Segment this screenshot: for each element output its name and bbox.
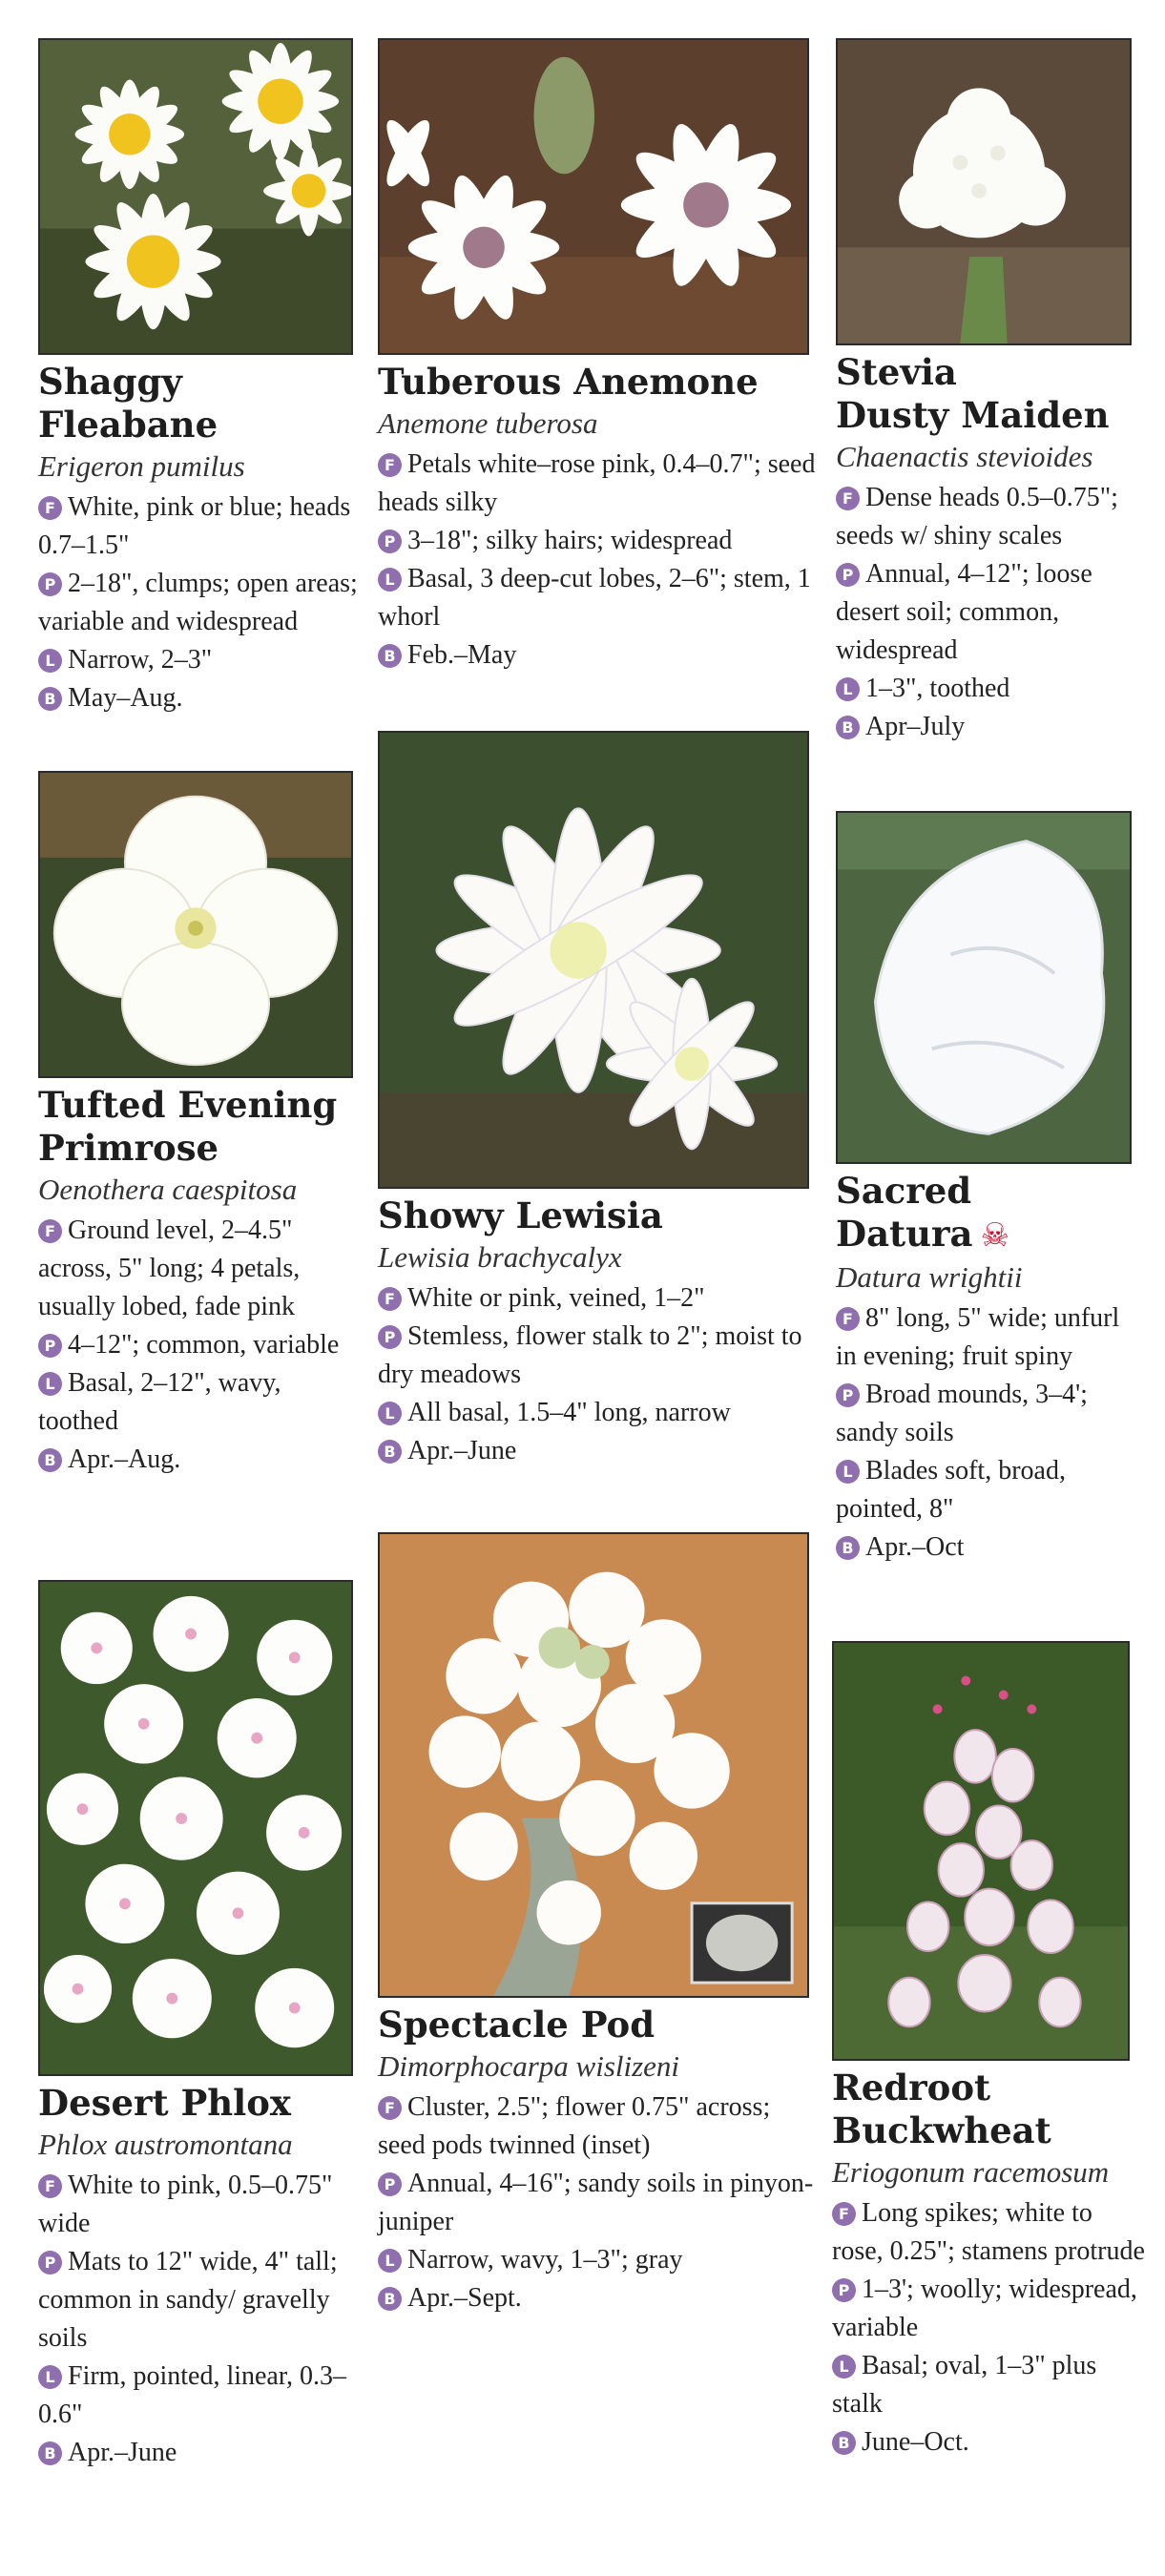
species-name: Desert Phlox [38,2082,291,2124]
flower-badge-icon: F [378,2096,402,2120]
plant-fact: P 4–12"; common, variable [38,1326,363,1364]
leaf-badge-icon: L [378,568,402,592]
leaf-fact: L Blades soft, broad, pointed, 8" [836,1456,1066,1524]
plant-fact: P 2–18", clumps; open areas; variable and widespread [38,569,358,636]
bloom-badge-icon: B [836,716,860,739]
species-card-tuberous-anemone [378,38,817,675]
sacred-datura-photo [836,811,1132,1164]
flower-badge-icon: F [836,1307,860,1331]
bloom-fact: B Apr.–Oct [836,1528,1146,1567]
bloom-badge-icon: B [378,644,402,668]
leaf-badge-icon: L [38,649,62,673]
flower-badge-icon: F [38,496,62,520]
bloom-badge-icon: B [836,1536,860,1560]
leaf-badge-icon: L [38,2365,62,2389]
scientific-name: Lewisia brachycalyx [378,1240,622,1274]
plant-badge-icon: P [378,2172,402,2196]
bloom-fact: B Apr.–Sept. [378,2279,817,2317]
flower-badge-icon: F [836,487,860,510]
flower-fact: F White to pink, 0.5–0.75" wide [38,2171,333,2238]
species-name: Sacred Datura ☠ [836,1170,1010,1255]
leaf-fact: L All basal, 1.5–4" long, narrow [378,1394,817,1432]
leaf-badge-icon: L [378,2249,402,2273]
bloom-fact: B Feb.–May [378,636,817,675]
scientific-name: Oenothera caespitosa [38,1173,298,1206]
flower-badge-icon: F [378,1287,402,1311]
scientific-name: Datura wrightii [836,1260,1023,1294]
plant-fact: P Mats to 12" wide, 4" tall; common in sandy/ gravelly soils [38,2247,338,2353]
redroot-buckwheat-photo [832,1641,1130,2061]
leaf-fact: L Basal, 2–12", wavy, toothed [38,1368,281,1436]
leaf-fact: L 1–3", toothed [836,670,1146,708]
tuberous-anemone-photo [378,38,809,355]
flower-fact: F Cluster, 2.5"; flower 0.75" across; seed pods twinned (inset) [378,2092,771,2160]
bloom-badge-icon: B [38,1448,62,1472]
species-card-desert-phlox [38,1580,367,2472]
bloom-badge-icon: B [832,2431,856,2455]
leaf-fact: L Narrow, wavy, 1–3"; gray [378,2241,817,2279]
scientific-name: Chaenactis stevioides [836,440,1093,473]
plant-badge-icon: P [38,2251,62,2275]
species-card-shaggy-fleabane [38,38,363,717]
plant-fact: P Broad mounds, 3–4'; sandy soils [836,1380,1088,1447]
species-name: Showy Lewisia [378,1195,663,1236]
flower-fact: F White or pink, veined, 1–2" [378,1279,817,1318]
bloom-fact: B Apr–July [836,708,1146,746]
leaf-fact: L Basal; oval, 1–3" plus stalk [832,2351,1097,2419]
tufted-evening-primrose-photo [38,771,353,1078]
species-name: Tuberous Anemone [378,361,759,403]
desert-phlox-photo [38,1580,353,2076]
species-name: Spectacle Pod [378,2004,655,2046]
bloom-fact: B May–Aug. [38,679,363,717]
flower-fact: F Ground level, 2–4.5" across, 5" long; 4 petals, usually lobed, fade pink [38,1215,301,1321]
flower-badge-icon: F [832,2202,856,2226]
species-name: Stevia Dusty Maiden [836,351,1110,436]
flower-fact: F White, pink or blue; heads 0.7–1.5" [38,492,351,560]
flower-fact: F 8" long, 5" wide; unfurl in evening; fruit spiny [836,1303,1120,1371]
plant-fact: P Annual, 4–16"; sandy soils in pinyon-juniper [378,2169,814,2236]
leaf-fact: L Narrow, 2–3" [38,641,363,679]
bloom-fact: B Apr.–June [38,2434,367,2472]
bloom-fact: B June–Oct. [832,2423,1146,2462]
species-card-sacred-datura [836,811,1146,1567]
species-name: Tufted Evening Primrose [38,1084,338,1169]
scientific-name: Phlox austromontana [38,2128,293,2161]
flower-fact: F Petals white–rose pink, 0.4–0.7"; seed heads silky [378,449,816,517]
flower-badge-icon: F [378,453,402,477]
species-name: Redroot Buckwheat [832,2067,1051,2151]
species-card-redroot-buckwheat [832,1641,1146,2462]
leaf-badge-icon: L [378,1402,402,1425]
plant-badge-icon: P [836,1383,860,1407]
stevia-dusty-maiden-photo [836,38,1132,345]
plant-badge-icon: P [832,2278,856,2302]
plant-fact: P 3–18"; silky hairs; widespread [378,522,817,560]
flower-fact: F Dense heads 0.5–0.75"; seeds w/ shiny scales [836,483,1118,551]
skull-crossbones-icon: ☠ [980,1216,1010,1255]
plant-badge-icon: P [836,563,860,587]
leaf-fact: L Basal, 3 deep-cut lobes, 2–6"; stem, 1 whorl [378,564,811,632]
plant-fact: P Stemless, flower stalk to 2"; moist to dry meadows [378,1321,802,1389]
scientific-name: Erigeron pumilus [38,449,245,483]
leaf-badge-icon: L [832,2355,856,2379]
scientific-name: Dimorphocarpa wislizeni [378,2049,680,2083]
flower-badge-icon: F [38,1219,62,1243]
flower-fact: F Long spikes; white to rose, 0.25"; stamens protrude [832,2198,1145,2266]
bloom-fact: B Apr.–June [378,1432,817,1470]
plant-badge-icon: P [38,1334,62,1358]
species-card-showy-lewisia [378,731,817,1470]
leaf-badge-icon: L [836,1460,860,1484]
bloom-badge-icon: B [378,2287,402,2311]
plant-badge-icon: P [38,572,62,596]
leaf-badge-icon: L [38,1372,62,1396]
plant-badge-icon: P [378,530,402,553]
scientific-name: Anemone tuberosa [378,406,598,440]
spectacle-pod-photo [378,1532,809,1998]
leaf-fact: L Firm, pointed, linear, 0.3–0.6" [38,2361,347,2429]
scientific-name: Eriogonum racemosum [832,2155,1110,2189]
species-card-spectacle-pod [378,1532,817,2317]
species-name: Shaggy Fleabane [38,361,218,446]
bloom-badge-icon: B [378,1440,402,1464]
shaggy-fleabane-photo [38,38,353,355]
bloom-fact: B Apr.–Aug. [38,1441,363,1479]
species-card-tufted-evening-primrose [38,771,363,1479]
leaf-badge-icon: L [836,677,860,701]
bloom-badge-icon: B [38,687,62,711]
showy-lewisia-photo [378,731,809,1189]
plant-fact: P 1–3'; woolly; widespread, variable [832,2275,1137,2342]
plant-fact: P Annual, 4–12"; loose desert soil; common, widespread [836,559,1092,665]
plant-badge-icon: P [378,1325,402,1349]
flower-badge-icon: F [38,2174,62,2198]
species-card-stevia-dusty-maiden [836,38,1146,746]
bloom-badge-icon: B [38,2441,62,2465]
